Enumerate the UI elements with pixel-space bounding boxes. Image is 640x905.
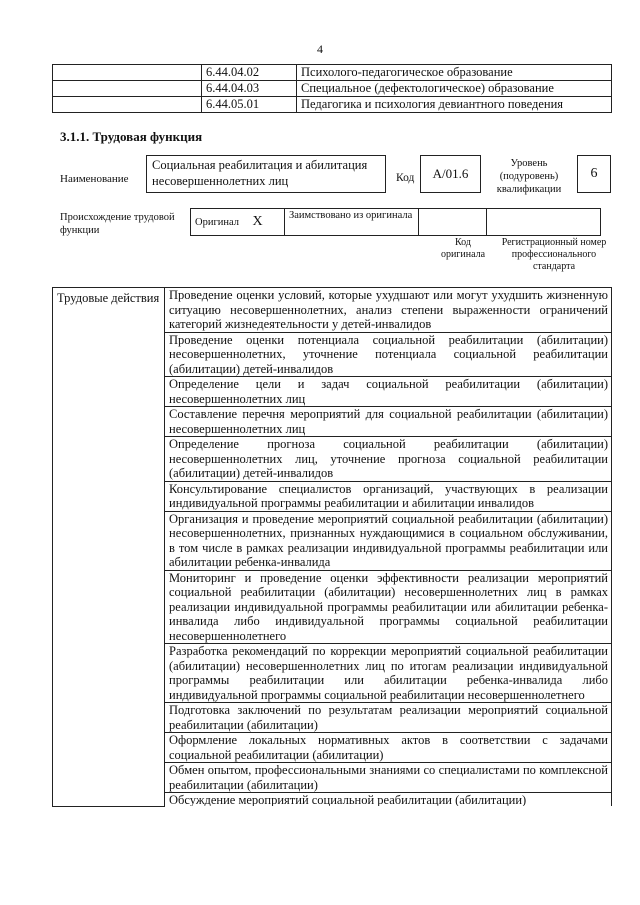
level-label: Уровень (подуровень) квалификации: [496, 158, 562, 195]
empty-cell: [53, 81, 202, 97]
name-cell: Педагогика и психология девиантного поведения: [297, 97, 612, 113]
table-row: [53, 65, 612, 81]
labor-action-text: Обсуждение мероприятий социальной реабилитации (абилитации): [169, 793, 527, 806]
origin-table: [190, 208, 601, 236]
table-row: [53, 97, 612, 113]
original-mark: X: [249, 209, 285, 236]
page-number: 4: [317, 42, 323, 56]
labor-action: Определение прогноза социальной реабилитации (абилитации) несовершеннолетних лиц, уточнение прогноза социальной реабилитации (абилитации) детей-инвалидов: [165, 437, 612, 482]
labor-action: Консультирование специалистов организаций, участвующих в реализации индивидуальной программы реабилитации и абилитации инвалидов: [165, 481, 612, 511]
name-cell: Психолого-педагогическое образование: [297, 65, 612, 81]
labor-action: Проведение оценки потенциала социальной реабилитации (абилитации) несовершеннолетних, уточнение потенциала социальной реабилитации (абилитации) детей-инвалидов: [165, 332, 612, 377]
labor-actions-table: [52, 287, 612, 807]
education-codes-table: [52, 64, 612, 113]
origin-code-cell: [419, 209, 487, 236]
code-label: Код: [396, 172, 415, 184]
original-label: Оригинал: [191, 209, 249, 236]
labor-action: Разработка рекомендаций по коррекции мероприятий социальной реабилитации (абилитации) несовершеннолетних лиц по итогам реализации индивидуальной программы реабилитации или абилитации ребенка-инвалида либо индивидуальной программы социальной реабилитации несовершеннолетнего: [165, 644, 612, 703]
labor-action: Оформление локальных нормативных актов в соответствии с задачами социальной реабилитации (абилитации): [165, 733, 612, 763]
name-cell: Специальное (дефектологическое) образование: [297, 81, 612, 97]
labor-action: [165, 793, 612, 807]
function-name-box: Социальная реабилитация и абилитация несовершеннолетних лиц: [146, 155, 386, 193]
reg-number-cell: [487, 209, 601, 236]
origin-code-label: Код оригинала: [440, 237, 486, 260]
reg-number-label: Регистрационный номер профессионального стандарта: [501, 237, 607, 272]
code-cell: 6.44.04.03: [202, 81, 297, 97]
table-row: [53, 81, 612, 97]
empty-cell: [53, 65, 202, 81]
labor-action: Проведение оценки условий, которые ухудшают или могут ухудшить жизненную ситуацию несовершеннолетних, анализ степени выраженности ограничений категорий жизнедеятельности у детей-инвалидов: [165, 288, 612, 333]
labor-action: Обмен опытом, профессиональными знаниями со специалистами по комплексной реабилитации (абилитации): [165, 763, 612, 793]
borrowed-label: Заимствовано из оригинала: [285, 209, 419, 236]
empty-cell: [53, 97, 202, 113]
labor-action: Организация и проведение мероприятий социальной реабилитации (абилитации) несовершеннолетних, признанных нуждающимися в социальном обслуживании, в том числе в рамках реализации индивидуальной программы реабилитации или абилитации ребенка-инвалида: [165, 511, 612, 570]
labor-action: Подготовка заключений по результатам реализации мероприятий социальной реабилитации (абилитации): [165, 703, 612, 733]
labor-action: Определение цели и задач социальной реабилитации (абилитации) несовершеннолетних лиц: [165, 377, 612, 407]
function-code-box: A/01.6: [420, 155, 481, 193]
code-cell: 6.44.04.02: [202, 65, 297, 81]
name-label: Наименование: [60, 173, 129, 185]
code-cell: 6.44.05.01: [202, 97, 297, 113]
section-heading: 3.1.1. Трудовая функция: [60, 129, 203, 144]
origin-label: Происхождение трудовой функции: [60, 212, 175, 236]
labor-action: Составление перечня мероприятий для социальной реабилитации (абилитации) несовершеннолетних лиц: [165, 407, 612, 437]
labor-action: Мониторинг и проведение оценки эффективности реализации мероприятий социальной реабилитации (абилитации) несовершеннолетних лиц в рамках реализации индивидуальной программы реабилитации или абилитации ребенка-инвалида либо индивидуальной программы социальной реабилитации несовершеннолетнего: [165, 570, 612, 644]
level-box: 6: [577, 155, 611, 193]
table-row: [191, 209, 601, 236]
table-row: [53, 288, 612, 333]
labor-actions-label: Трудовые действия: [53, 288, 165, 807]
